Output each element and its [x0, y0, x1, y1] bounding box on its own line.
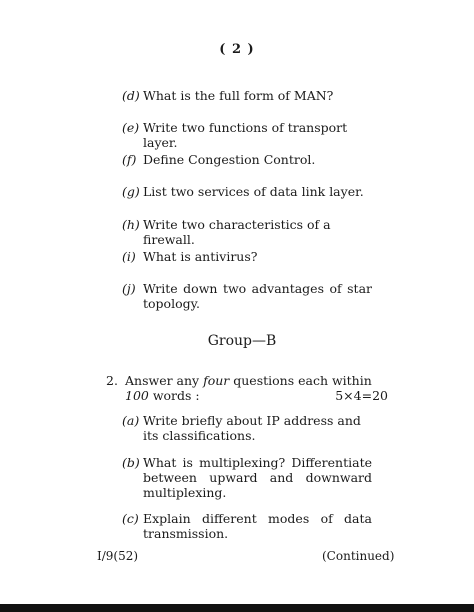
question-2-header [106, 373, 388, 403]
question-label: (e) [122, 120, 140, 135]
question-label: (i) [122, 249, 136, 264]
question-label: (a) [122, 413, 140, 428]
question-text: What is multiplexing? Differentiate between upward and downward multiplexing. [143, 455, 372, 500]
question-b [122, 455, 372, 500]
question-label: (f) [122, 152, 137, 167]
question-label: (h) [122, 217, 140, 232]
question-text: Write down two advantages of star topology. [143, 281, 372, 311]
question-g [122, 184, 372, 199]
continued-note: (Continued) [322, 549, 395, 563]
question-c [122, 511, 372, 541]
question-d [122, 88, 372, 103]
question-text: Write briefly about IP address and its classifications. [143, 413, 361, 443]
question-e [122, 120, 372, 150]
group-heading: Group—B [207, 333, 277, 349]
question-text: What is the full form of MAN? [143, 88, 334, 103]
page-edge-bar [0, 604, 474, 612]
question-label: (d) [122, 88, 140, 103]
question-a [122, 413, 372, 443]
word-limit: 100 words : 5×4=20 [125, 388, 388, 403]
question-label: (j) [122, 281, 136, 296]
question-label: (c) [122, 511, 139, 526]
question-text: What is antivirus? [143, 249, 258, 264]
question-text: Write two characteristics of a firewall. [143, 217, 331, 247]
question-i [122, 249, 372, 264]
question-text: List two services of data link layer. [143, 184, 364, 199]
question-text: Define Congestion Control. [143, 152, 316, 167]
page-number: ( 2 ) [219, 42, 255, 57]
question-j [122, 281, 372, 311]
question-f [122, 152, 372, 167]
question-label: (g) [122, 184, 140, 199]
paper-code: I/9(52) [97, 549, 139, 563]
question-text: Explain different modes of data transmission. [143, 511, 372, 541]
question-instruction: Answer any four questions each within [125, 373, 372, 388]
marks: 5×4=20 [335, 388, 388, 403]
question-label: (b) [122, 455, 140, 470]
question-h [122, 217, 372, 247]
question-text: Write two functions of transport layer. [143, 120, 348, 150]
question-number: 2. [106, 373, 118, 388]
